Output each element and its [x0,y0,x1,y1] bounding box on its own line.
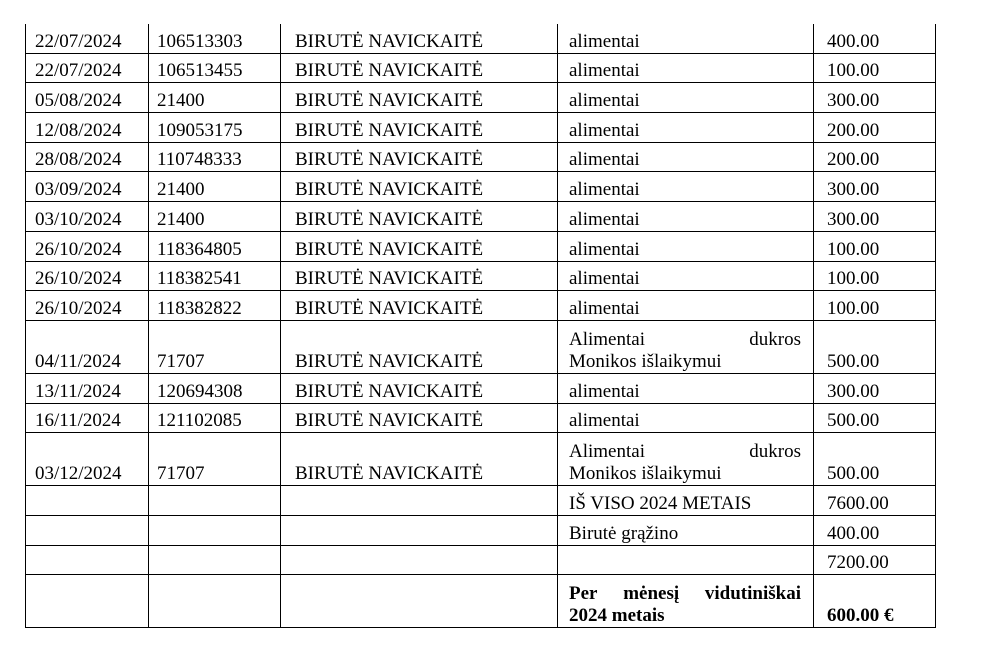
empty-cell [149,545,281,575]
date-cell: 26/10/2024 [26,261,149,291]
total-row [26,486,936,516]
total-label: IŠ VISO 2024 METAIS [558,486,814,516]
table-row [26,231,936,261]
description-word: dukros [749,328,801,350]
empty-cell [149,575,281,628]
name-cell: BIRUTĖ NAVICKAITĖ [281,231,558,261]
number-cell: 21400 [149,83,281,113]
number-cell: 71707 [149,320,281,373]
monthly-average-row [26,575,936,628]
number-cell: 118364805 [149,231,281,261]
amount-cell: 100.00 [814,53,936,83]
date-cell: 13/11/2024 [26,373,149,403]
amount-cell: 100.00 [814,231,936,261]
amount-cell: 500.00 [814,320,936,373]
description-cell: alimentai [558,83,814,113]
table-row [26,24,936,53]
table-row [26,320,936,373]
name-cell: BIRUTĖ NAVICKAITĖ [281,142,558,172]
monthly-average-line-2: 2024 metais [569,605,665,627]
monthly-average-amount: 600.00 € [814,575,936,628]
monthly-average-word: mėnesį [623,583,680,605]
description-line-1 [569,329,801,351]
date-cell: 22/07/2024 [26,53,149,83]
net-row [26,545,936,575]
table-row [26,433,936,486]
number-cell: 118382541 [149,261,281,291]
description-text [569,329,801,373]
description-cell: alimentai [558,403,814,433]
number-cell: 121102085 [149,403,281,433]
description-cell: alimentai [558,373,814,403]
table-row [26,403,936,433]
description-cell [558,320,814,373]
empty-cell [26,545,149,575]
returned-label: Birutė grąžino [558,515,814,545]
amount-cell: 200.00 [814,142,936,172]
date-cell: 05/08/2024 [26,83,149,113]
amount-cell: 300.00 [814,83,936,113]
empty-cell [149,515,281,545]
description-line-2: Monikos išlaikymui [569,350,722,372]
monthly-average-line-1 [569,583,801,605]
empty-cell [26,515,149,545]
name-cell: BIRUTĖ NAVICKAITĖ [281,113,558,143]
total-amount: 7600.00 [814,486,936,516]
name-cell: BIRUTĖ NAVICKAITĖ [281,83,558,113]
table-row [26,83,936,113]
monthly-average-text [569,583,801,627]
name-cell: BIRUTĖ NAVICKAITĖ [281,291,558,321]
date-cell: 22/07/2024 [26,24,149,53]
number-cell: 71707 [149,433,281,486]
description-word: Alimentai [569,328,645,350]
description-cell: alimentai [558,291,814,321]
returned-amount: 400.00 [814,515,936,545]
date-cell: 12/08/2024 [26,113,149,143]
description-cell [558,433,814,486]
name-cell: BIRUTĖ NAVICKAITĖ [281,261,558,291]
description-cell: alimentai [558,24,814,53]
name-cell: BIRUTĖ NAVICKAITĖ [281,53,558,83]
table-row [26,202,936,232]
number-cell: 106513303 [149,24,281,53]
description-cell: alimentai [558,202,814,232]
description-line-2: Monikos išlaikymui [569,463,722,485]
empty-cell [281,486,558,516]
description-cell: alimentai [558,261,814,291]
monthly-average-label [558,575,814,628]
date-cell: 03/12/2024 [26,433,149,486]
description-cell: alimentai [558,113,814,143]
payments-table-body [26,24,936,628]
date-cell: 26/10/2024 [26,231,149,261]
description-text [569,441,801,485]
table-row [26,291,936,321]
amount-cell: 300.00 [814,172,936,202]
description-line-1 [569,441,801,463]
table-row [26,172,936,202]
number-cell: 120694308 [149,373,281,403]
description-cell: alimentai [558,142,814,172]
description-cell: alimentai [558,53,814,83]
table-row [26,53,936,83]
date-cell: 03/10/2024 [26,202,149,232]
description-word: dukros [749,441,801,463]
empty-cell [26,486,149,516]
amount-cell: 300.00 [814,373,936,403]
name-cell: BIRUTĖ NAVICKAITĖ [281,320,558,373]
table-row [26,113,936,143]
name-cell: BIRUTĖ NAVICKAITĖ [281,433,558,486]
empty-cell [281,515,558,545]
amount-cell: 500.00 [814,403,936,433]
amount-cell: 100.00 [814,291,936,321]
amount-cell: 500.00 [814,433,936,486]
number-cell: 21400 [149,172,281,202]
amount-cell: 200.00 [814,113,936,143]
description-cell: alimentai [558,231,814,261]
name-cell: BIRUTĖ NAVICKAITĖ [281,172,558,202]
table-row [26,373,936,403]
number-cell: 109053175 [149,113,281,143]
payments-table [25,24,936,628]
number-cell: 106513455 [149,53,281,83]
date-cell: 03/09/2024 [26,172,149,202]
monthly-average-word: vidutiniškai [704,583,801,605]
amount-cell: 400.00 [814,24,936,53]
description-cell: alimentai [558,172,814,202]
monthly-average-word: Per [569,583,598,605]
number-cell: 118382822 [149,291,281,321]
date-cell: 04/11/2024 [26,320,149,373]
amount-cell: 300.00 [814,202,936,232]
empty-cell [26,575,149,628]
number-cell: 110748333 [149,142,281,172]
empty-cell [558,545,814,575]
name-cell: BIRUTĖ NAVICKAITĖ [281,403,558,433]
name-cell: BIRUTĖ NAVICKAITĖ [281,24,558,53]
date-cell: 28/08/2024 [26,142,149,172]
date-cell: 16/11/2024 [26,403,149,433]
table-row [26,261,936,291]
description-word: Alimentai [569,441,645,463]
date-cell: 26/10/2024 [26,291,149,321]
net-amount: 7200.00 [814,545,936,575]
name-cell: BIRUTĖ NAVICKAITĖ [281,373,558,403]
name-cell: BIRUTĖ NAVICKAITĖ [281,202,558,232]
table-row [26,142,936,172]
number-cell: 21400 [149,202,281,232]
amount-cell: 100.00 [814,261,936,291]
empty-cell [149,486,281,516]
empty-cell [281,545,558,575]
returned-row [26,515,936,545]
empty-cell [281,575,558,628]
